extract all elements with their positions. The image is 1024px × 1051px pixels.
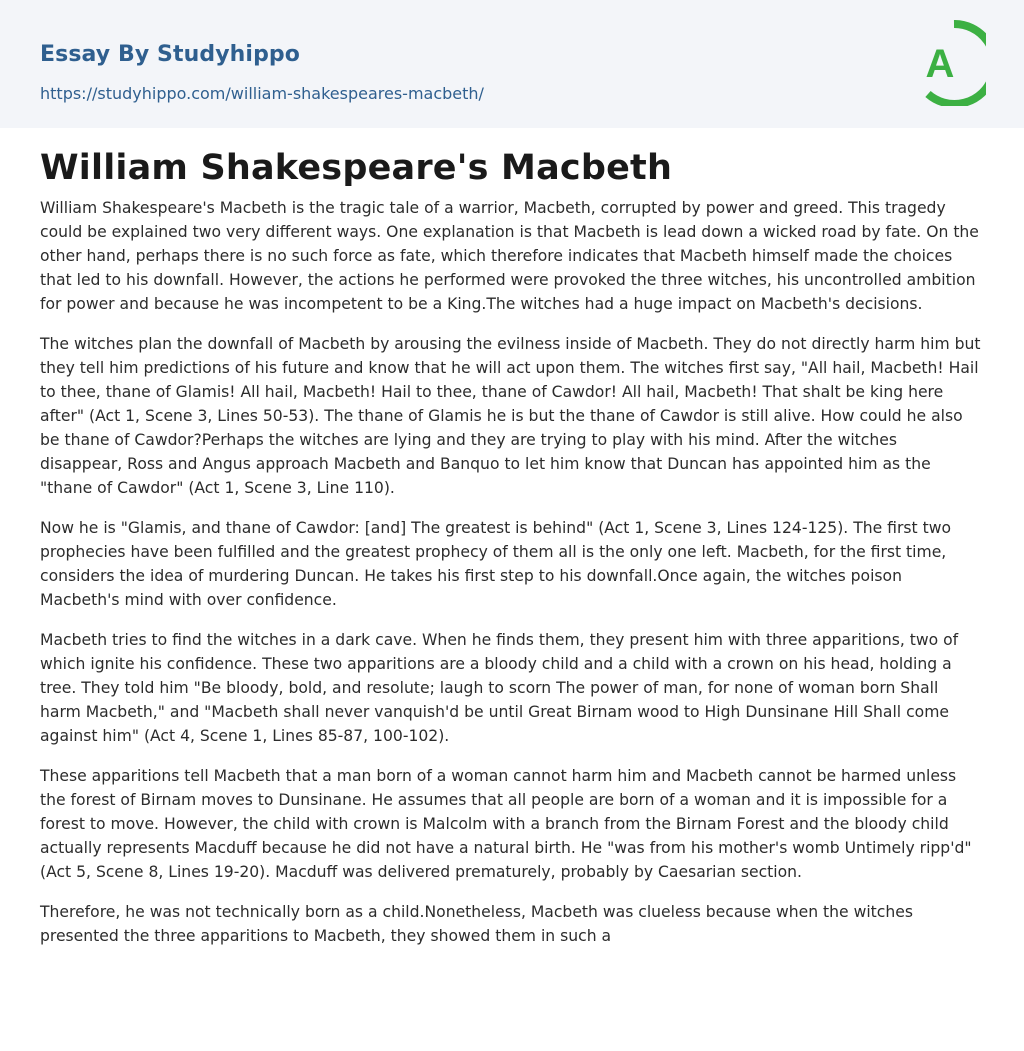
studyhippo-logo-icon[interactable] xyxy=(914,20,986,106)
article-paragraph-3: Now he is "Glamis, and thane of Cawdor: [and] The greatest is behind" (Act 1, Scene 3, Lines 124-125). The first two prophecies have been fulfilled and the greatest prophecy of them all is the only one left. Macbeth, for the first time, considers the idea of murdering Duncan. He takes his first step to his downfall.Once again, the witches poison Macbeth's mind with over confidence. xyxy=(40,519,952,609)
article-paragraph-1: William Shakespeare's Macbeth is the tragic tale of a warrior, Macbeth, corrupted by power and greed. This tragedy could be explained two very different ways. One explanation is that Macbeth is lead down a wicked road by fate. On the other hand, perhaps there is no such force as fate, which therefore indicates that Macbeth himself made the choices that led to his downfall. However, the actions he performed were provoked the three witches, his uncontrolled ambition for power and because he was incompetent to be a King.The witches had a huge impact on Macbeth's decisions. xyxy=(40,199,979,313)
site-header xyxy=(0,0,1024,128)
article-content xyxy=(40,144,984,964)
source-url-link[interactable]: https://studyhippo.com/william-shakespeares-macbeth/ xyxy=(40,84,484,103)
article-paragraph-4: Macbeth tries to find the witches in a dark cave. When he finds them, they present him with three apparitions, two of which ignite his confidence. These two apparitions are a bloody child and a child with a crown on his head, holding a tree. They told him "Be bloody, bold, and resolute; laugh to scorn The power of man, for none of woman born Shall harm Macbeth," and "Macbeth shall never vanquish'd be until Great Birnam wood to High Dunsinane Hill Shall come against him" (Act 4, Scene 1, Lines 85-87, 100-102). xyxy=(40,631,959,745)
article-title: William Shakespeare's Macbeth xyxy=(40,148,673,188)
article-paragraph-5: These apparitions tell Macbeth that a man born of a woman cannot harm him and Macbeth cannot be harmed unless the forest of Birnam moves to Dunsinane. He assumes that all people are born of a woman and it is impossible for a forest to move. However, the child with crown is Malcolm with a branch from the Birnam Forest and the bloody child actually represents Macduff because he did not have a natural birth. He "was from his mother's womb Untimely ripp'd" (Act 5, Scene 8, Lines 19-20). Macduff was delivered prematurely, probably by Caesarian section. xyxy=(40,767,972,881)
article-paragraph-6: Therefore, he was not technically born as a child.Nonetheless, Macbeth was clueless because when the witches presented the three apparitions to Macbeth, they showed them in such a xyxy=(40,903,913,945)
site-brand[interactable]: Essay By Studyhippo xyxy=(40,42,300,67)
logo-letter: A xyxy=(925,42,955,86)
article-paragraph-2: The witches plan the downfall of Macbeth by arousing the evilness inside of Macbeth. They do not directly harm him but they tell him predictions of his future and know that he will act upon them. The witches first say, "All hail, Macbeth! Hail to thee, thane of Glamis! All hail, Macbeth! Hail to thee, thane of Cawdor! All hail, Macbeth! That shalt be king here after" (Act 1, Scene 3, Lines 50-53). The thane of Glamis he is but the thane of Cawdor is still alive. How could he also be thane of Cawdor?Perhaps the witches are lying and they are trying to play with his mind. After the witches disappear, Ross and Angus approach Macbeth and Banquo to let him know that Duncan has appointed him as the "thane of Cawdor" (Act 1, Scene 3, Line 110). xyxy=(40,335,981,497)
